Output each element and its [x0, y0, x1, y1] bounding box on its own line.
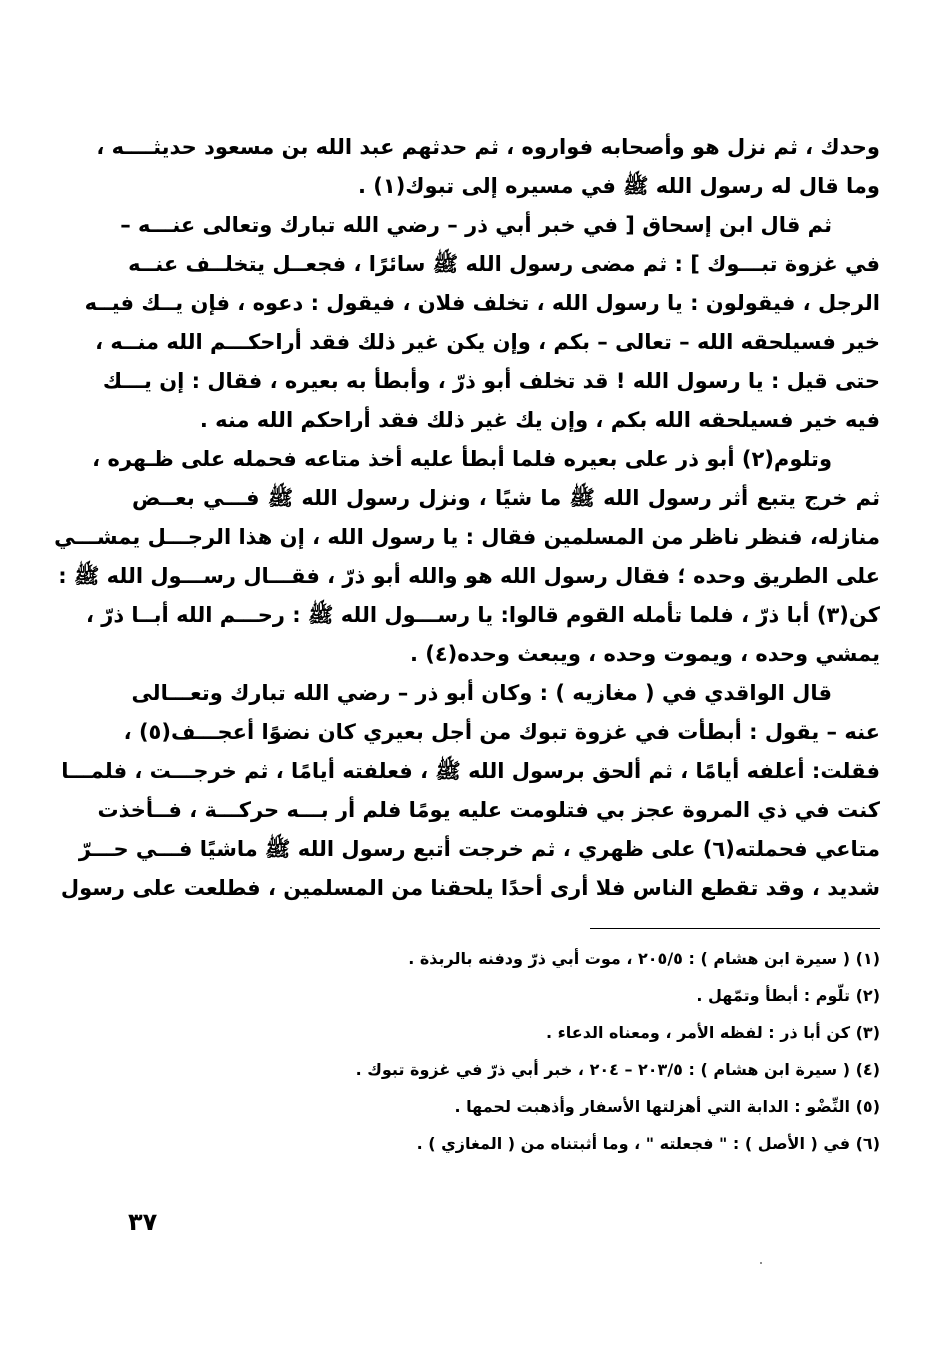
text-line: شديد ، وقد تقطع الناس فلا أرى أحدًا يلحقنا من المسلمين ، فطلعت على رسول: [60, 876, 880, 900]
footnote: (٣) كن أبا ذر : لفظه الأمر ، ومعناه الدعاء .: [545, 1023, 880, 1042]
paragraph-start-line: ثم قال ابن إسحاق [ في خبر أبي ذر – رضي الله تبارك وتعالى عنـــه –: [120, 213, 832, 237]
footnotes-block: [200, 940, 880, 1162]
paragraph-start-line: قال الواقدي في ( مغازيه ) : وكان أبو ذر – رضي الله تبارك وتعـــالى: [131, 681, 832, 705]
text-line: فيه خير فسيلحقه الله بكم ، وإن يك غير ذلك فقد أراحكم الله منه .: [199, 408, 880, 432]
scan-speck: [760, 1262, 762, 1264]
footnote: (٥) النِّضْو : الدابة التي أهزلتها الأسفار وأذهبت لحمها .: [454, 1097, 880, 1116]
text-line: في غزوة تبـــوك ] : ثم مضى رسول الله ﷺ سائرًا ، فجعــل يتخلــف عنــه: [128, 252, 880, 276]
footnote: (٤) ( سيرة ابن هشام ) : ٢٠٣/٥ – ٢٠٤ ، خبر أبي ذرّ في غزوة تبوك .: [355, 1060, 880, 1079]
text-line: كن(٣) أبا ذرّ ، فلما تأمله القوم قالوا: يا رســـول الله ﷺ : رحـــم الله أبــا ذرّ ،: [85, 603, 880, 627]
text-line: حتى قيل : يا رسول الله ! قد تخلف أبو ذرّ ، وأبطأ به بعيره ، فقال : إن يـــك: [102, 369, 880, 393]
page-number: ٣٧: [128, 1208, 158, 1236]
text-line: منازله، فنظر ناظر من المسلمين فقال : يا رسول الله ، إن هذا الرجـــل يمشـــي: [54, 525, 880, 549]
footnote-divider: [590, 928, 880, 929]
text-line: يمشي وحده ، ويموت وحده ، ويبعث وحده(٤) .: [409, 642, 880, 666]
text-line: وما قال له رسول الله ﷺ في مسيره إلى تبوك(١) .: [357, 174, 880, 198]
text-line: متاعي فحملته(٦) على ظهري ، ثم خرجت أتبع رسول الله ﷺ ماشيًا فـــي حـــرّ: [78, 837, 880, 861]
text-line: عنه – يقول : أبطأت في غزوة تبوك من أجل بعيري كان نضوًا أعجـــف(٥) ،: [123, 720, 880, 744]
text-line: ثم خرج يتبع أثر رسول الله ﷺ ما شيًا ، ونزل رسول الله ﷺ فـــي بعــض: [132, 486, 880, 510]
text-line: خير فسيلحقه الله – تعالى – بكم ، وإن يكن غير ذلك فقد أراحكـــم الله منــه ،: [95, 330, 880, 354]
text-line: فقلت: أعلفه أيامًا ، ثم ألحق برسول الله ﷺ ، فعلفته أيامًا ، ثم خرجـــت ، فلمـــا: [61, 759, 880, 783]
text-line: وحدك ، ثم نزل هو وأصحابه فواروه ، ثم حدثهم عبد الله بن مسعود حديثــــه ،: [96, 135, 880, 159]
main-text-block: [54, 128, 880, 908]
text-line: الرجل ، فيقولون : يا رسول الله ، تخلف فلان ، فيقول : دعوه ، فإن يــك فيــه: [84, 291, 880, 315]
footnote: (٢) تلّوم : أبطأ وتمّهل .: [696, 986, 880, 1005]
text-line: على الطريق وحده ؛ فقال رسول الله هو والله أبو ذرّ ، فقـــال رســـول الله ﷺ :: [58, 564, 880, 588]
footnote: (١) ( سيرة ابن هشام ) : ٢٠٥/٥ ، موت أبي ذرّ ودفنه بالربذة .: [408, 949, 880, 968]
paragraph-start-line: وتلوم(٢) أبو ذر على بعيره فلما أبطأ عليه أخذ متاعه فحمله على ظـهره ،: [92, 447, 832, 471]
text-line: كنت في ذي المروة عجز بي فتلومت عليه يومًا فلم أر بـــه حركـــة ، فــأخذت: [97, 798, 880, 822]
footnote: (٦) في ( الأصل ) : " فجعلته " ، وما أثبتناه من ( المغازي ) .: [416, 1134, 880, 1153]
